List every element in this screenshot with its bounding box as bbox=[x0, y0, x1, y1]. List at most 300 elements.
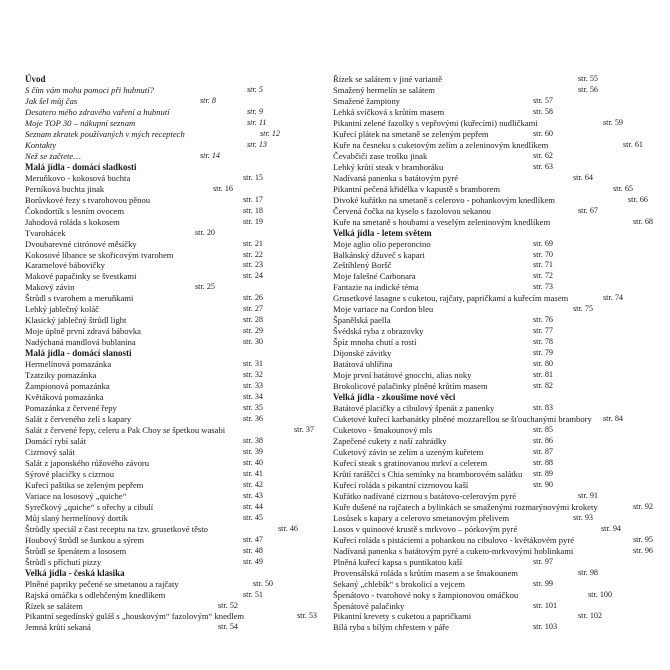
toc-entry bbox=[333, 326, 653, 337]
toc-entry-title: Smažený hermelín se salátem bbox=[333, 84, 435, 95]
toc-entry bbox=[333, 151, 653, 162]
toc-entry bbox=[25, 260, 325, 271]
toc-page-number: str. 24 bbox=[243, 271, 264, 281]
toc-page-number: str. 98 bbox=[578, 567, 599, 577]
toc-page-number: str. 61 bbox=[623, 139, 644, 149]
toc-entry-title: Kokosové líbance se skořicovým tvarohem bbox=[25, 249, 174, 260]
toc-entry bbox=[333, 535, 653, 546]
toc-page-number: str. 77 bbox=[533, 326, 554, 336]
toc-entry bbox=[25, 535, 325, 546]
toc-entry bbox=[25, 447, 325, 458]
toc-entry bbox=[25, 436, 325, 447]
toc-page-number: str. 18 bbox=[243, 205, 264, 215]
toc-page-number: str. 89 bbox=[533, 468, 554, 478]
toc-entry bbox=[333, 546, 653, 557]
toc-entry bbox=[333, 480, 653, 491]
toc-page-number: str. 60 bbox=[533, 128, 554, 138]
toc-entry bbox=[333, 447, 653, 458]
toc-entry-title: Moje první batátové gnocchi, alias noky bbox=[333, 370, 472, 381]
toc-entry bbox=[25, 271, 325, 282]
toc-entry-title: Čevabčiči zase trošku jinak bbox=[333, 150, 428, 161]
toc-entry bbox=[333, 557, 653, 568]
toc-entry-title: Krůtí raráščci s Chia semínky na bramborovém salátku bbox=[333, 468, 523, 479]
toc-entry bbox=[333, 348, 653, 359]
toc-entry bbox=[25, 96, 325, 107]
toc-page-number: str. 69 bbox=[533, 238, 554, 248]
toc-entry bbox=[333, 184, 653, 195]
toc-page-number: str. 15 bbox=[243, 172, 264, 182]
toc-entry-title: Grusetkové lasagne s cuketou, rajčaty, papričkami a kuřecím masem bbox=[333, 293, 569, 304]
toc-page-number: str. 66 bbox=[628, 194, 649, 204]
toc-entry-title: Zeštíhlený Boršč bbox=[333, 260, 392, 271]
toc-page-number: str. 5 bbox=[247, 84, 263, 94]
toc-entry bbox=[25, 195, 325, 206]
toc-page-number: str. 44 bbox=[243, 501, 264, 511]
toc-entry bbox=[25, 140, 325, 151]
toc-section-heading bbox=[25, 162, 325, 173]
toc-page-number: str. 51 bbox=[243, 589, 264, 599]
toc-section-heading bbox=[25, 568, 325, 579]
toc-page-number: str. 11 bbox=[247, 117, 267, 127]
toc-entry-title: Divoké kuřátko na smetaně s celerovo - pohankovým knedlíkem bbox=[333, 194, 555, 205]
toc-page-number: str. 23 bbox=[243, 260, 264, 270]
toc-entry bbox=[333, 622, 653, 633]
toc-page-number: str. 58 bbox=[533, 106, 554, 116]
toc-entry-title: Moje TOP 30 – nákupní seznam bbox=[25, 117, 136, 128]
toc-page-number: str. 45 bbox=[243, 512, 264, 522]
toc-entry-title: Nadýchaná mandlová bublanina bbox=[25, 337, 136, 348]
toc-entry-title: Řízek se salátem v jiné variantě bbox=[333, 74, 443, 84]
toc-entry bbox=[333, 524, 653, 535]
toc-entry bbox=[25, 524, 325, 535]
toc-entry bbox=[333, 140, 653, 151]
toc-entry-title: Jak šel můj čas bbox=[25, 95, 78, 106]
toc-entry-title: Květáková pomazánka bbox=[25, 392, 104, 403]
toc-page-number: str. 85 bbox=[533, 425, 554, 434]
toc-page-number: str. 30 bbox=[243, 337, 264, 347]
toc-entry-title: Španělská paella bbox=[333, 315, 391, 326]
toc-entry-title: Štrůdl s tvarohem a meruňkami bbox=[25, 293, 134, 304]
toc-page-number: str. 50 bbox=[253, 578, 274, 588]
toc-entry bbox=[25, 217, 325, 228]
toc-entry bbox=[25, 206, 325, 217]
toc-page-number: str. 62 bbox=[533, 150, 554, 160]
toc-entry bbox=[25, 601, 325, 612]
toc-entry bbox=[25, 513, 325, 524]
toc-entry bbox=[333, 173, 653, 184]
toc-entry-title: Štrůdly speciál z čast receptu na tzv. grusetkové těsto bbox=[25, 523, 208, 534]
toc-entry bbox=[333, 206, 653, 217]
toc-entry bbox=[333, 590, 653, 601]
toc-entry-title: Kuře dušené na rajčatech a bylinkách se smaženými rozmarýnovými krokety bbox=[333, 501, 598, 512]
toc-entry-title: Úvod bbox=[25, 74, 46, 84]
toc-entry-title: Velká jídla - zkoušíme nové věci bbox=[333, 392, 456, 403]
toc-page-number: str. 94 bbox=[601, 523, 622, 533]
toc-entry-title: Salát z červené řepy, celeru a Pak Choy se špetkou wasabi bbox=[25, 425, 226, 435]
toc-entry bbox=[25, 228, 325, 239]
toc-entry bbox=[25, 151, 325, 162]
toc-entry-title: Kuřecí plátek na smetaně se zeleným pepřem bbox=[333, 128, 489, 139]
toc-entry bbox=[25, 239, 325, 250]
toc-entry bbox=[333, 250, 653, 261]
toc-page-number: str. 91 bbox=[578, 490, 599, 500]
toc-entry-title: Špenátovo - tvarohové noky s žampionovou omáčkou bbox=[333, 589, 519, 600]
toc-page-number: str. 49 bbox=[243, 556, 264, 566]
toc-entry bbox=[333, 195, 653, 206]
toc-entry bbox=[333, 217, 653, 228]
toc-page-number: str. 95 bbox=[633, 534, 654, 544]
toc-entry bbox=[333, 337, 653, 348]
toc-page-number: str. 87 bbox=[533, 446, 554, 456]
toc-page-number: str. 93 bbox=[573, 512, 594, 522]
toc-entry-title: Žampionová pomazánka bbox=[25, 381, 110, 392]
toc-entry-title: Cizrnový salát bbox=[25, 446, 75, 457]
toc-page-number: str. 21 bbox=[243, 238, 264, 248]
toc-page-number: str. 39 bbox=[243, 446, 264, 456]
toc-entry bbox=[333, 271, 653, 282]
toc-entry bbox=[25, 502, 325, 513]
toc-entry-title: Sekaný „chlebík“ s brokolicí a vejcem bbox=[333, 578, 465, 589]
toc-page-number: str. 32 bbox=[243, 370, 264, 380]
toc-entry-title: Kuřecí steak s gratinovanou mrkví a celerem bbox=[333, 457, 488, 468]
toc-page-number: str. 9 bbox=[247, 106, 263, 116]
toc-page-number: str. 99 bbox=[533, 578, 554, 588]
toc-page-number: str. 33 bbox=[243, 381, 264, 391]
toc-entry-title: Makový závin bbox=[25, 282, 75, 293]
toc-entry bbox=[25, 458, 325, 469]
toc-page-number: str. 63 bbox=[533, 161, 554, 171]
toc-page-number: str. 20 bbox=[195, 227, 216, 237]
toc-entry bbox=[25, 107, 325, 118]
toc-section-heading bbox=[333, 392, 653, 403]
toc-entry bbox=[25, 611, 325, 622]
toc-page-number: str. 70 bbox=[533, 249, 554, 259]
toc-entry bbox=[333, 601, 653, 612]
toc-entry bbox=[333, 611, 653, 622]
toc-entry bbox=[333, 107, 653, 118]
toc-entry bbox=[333, 282, 653, 293]
toc-entry-title: Seznam zkratek používaných v mých receptech bbox=[25, 128, 185, 139]
toc-entry-title: S čím vám mohu pomoci při hubnutí? bbox=[25, 84, 154, 95]
toc-entry-title: Špenátové palačinky bbox=[333, 600, 405, 611]
toc-entry bbox=[25, 403, 325, 414]
toc-entry bbox=[25, 337, 325, 348]
toc-section-heading bbox=[333, 228, 653, 239]
toc-entry-title: Plněná kuřecí kapsa s puntikatou kaší bbox=[333, 556, 463, 567]
toc-entry bbox=[25, 173, 325, 184]
toc-entry-title: Špíz mnoha chutí a rostí bbox=[333, 337, 417, 348]
toc-entry bbox=[25, 469, 325, 480]
toc-entry-title: Štrůdl se špenátem a lososem bbox=[25, 545, 127, 556]
toc-entry bbox=[333, 403, 653, 414]
toc-page-number: str. 46 bbox=[278, 523, 299, 533]
toc-entry-title: Kuřátko nadívané cizrnou s batátovo-celerovým pyré bbox=[333, 490, 517, 501]
toc-entry-title: Provensálská roláda s krůtím masem a se šmakounem bbox=[333, 567, 518, 578]
toc-entry bbox=[333, 579, 653, 590]
toc-entry bbox=[25, 359, 325, 370]
toc-page-number: str. 59 bbox=[603, 117, 624, 127]
toc-page-number: str. 92 bbox=[633, 501, 654, 511]
toc-entry-title: Zapečené cukety z naší zahrádky bbox=[333, 435, 447, 446]
toc-entry-title: Jahodová roláda s kokosem bbox=[25, 216, 120, 227]
toc-page-number: str. 72 bbox=[533, 271, 554, 281]
toc-entry bbox=[333, 436, 653, 447]
toc-page-number: str. 53 bbox=[297, 611, 318, 621]
toc-page-number: str. 27 bbox=[243, 304, 264, 314]
toc-entry-title: Houbový štrůdl se šunkou a sýrem bbox=[25, 534, 145, 545]
toc-entry-title: Variace na lososový „quiche“ bbox=[25, 490, 127, 501]
toc-entry-title: Salát z japonského růžového závoru bbox=[25, 457, 150, 468]
toc-page-number: str. 83 bbox=[533, 403, 554, 413]
toc-section-heading bbox=[25, 348, 325, 359]
toc-entry-title: Tvarohácek bbox=[25, 227, 66, 238]
toc-entry bbox=[333, 568, 653, 579]
toc-entry-title: Dijonské závitky bbox=[333, 348, 392, 359]
toc-page-number: str. 82 bbox=[533, 381, 554, 391]
toc-entry bbox=[333, 96, 653, 107]
toc-entry-title: Můj slaný hermelínový dortík bbox=[25, 512, 128, 523]
toc-entry-title: Lehký krůtí steak v bramboráku bbox=[333, 161, 444, 172]
toc-entry-title: Syrečkový „quiche“ s ořechy a cibulí bbox=[25, 501, 154, 512]
toc-entry bbox=[25, 129, 325, 140]
toc-page-number: str. 68 bbox=[633, 216, 654, 226]
toc-page-number: str. 8 bbox=[200, 95, 216, 105]
toc-entry bbox=[25, 414, 325, 425]
toc-entry bbox=[25, 85, 325, 96]
toc-page-number: str. 100 bbox=[588, 589, 613, 599]
toc-entry-title: Nadívaná panenka s batátovým pyré bbox=[333, 172, 459, 183]
toc-entry bbox=[25, 304, 325, 315]
toc-entry bbox=[333, 293, 653, 304]
toc-entry-title: Borůvkové řezy s tvarohovou pěnou bbox=[25, 194, 151, 205]
toc-entry-title: Cuketový závin se zelím a uzeným kuřetem bbox=[333, 446, 484, 457]
toc-entry bbox=[333, 513, 653, 524]
toc-entry-title: Salát z červeného zelí s kapary bbox=[25, 414, 132, 425]
toc-page-number: str. 75 bbox=[573, 304, 594, 314]
toc-entry-title: Pomazánka z červené řepy bbox=[25, 403, 117, 414]
toc-page-number: str. 36 bbox=[243, 414, 264, 424]
toc-entry-title: Balkánský džuveč s kapari bbox=[333, 249, 425, 260]
toc-entry-title: Než se začtete… bbox=[25, 150, 81, 161]
toc-entry bbox=[333, 414, 653, 425]
toc-page-number: str. 65 bbox=[613, 183, 634, 193]
toc-entry-title: Švédská ryba z obrazovky bbox=[333, 326, 424, 337]
toc-page-number: str. 48 bbox=[243, 545, 264, 555]
toc-page-number: str. 97 bbox=[533, 556, 554, 566]
toc-entry-title: Smažené žampiony bbox=[333, 95, 401, 106]
toc-entry-title: Pikantní segedínský guláš s „houskovým“ fazolovým“ knedlem bbox=[25, 611, 245, 622]
toc-entry bbox=[25, 293, 325, 304]
toc-entry-title: Tzatziky pomazánka bbox=[25, 370, 97, 381]
toc-entry-title: Makové papačinky se švestkami bbox=[25, 271, 137, 282]
toc-entry-title: Bílá ryba s bílým chřestem v páře bbox=[333, 622, 449, 633]
toc-entry-title: Lehká svíčková s krůtím masem bbox=[333, 106, 445, 117]
toc-entry bbox=[25, 491, 325, 502]
toc-page-number: str. 80 bbox=[533, 359, 554, 369]
toc-entry bbox=[333, 370, 653, 381]
toc-entry-title: Rajská omáčka s odlehčeným knedlíkem bbox=[25, 589, 166, 600]
toc-entry bbox=[333, 74, 653, 85]
toc-page-number: str. 41 bbox=[243, 468, 264, 478]
toc-entry-title: Kuře na smetaně s houbami a veselým zeleninovým knedlíkem bbox=[333, 216, 551, 227]
toc-entry-title: Dvoubarevné citrónové měsíčky bbox=[25, 238, 137, 249]
toc-page-number: str. 74 bbox=[603, 293, 624, 303]
toc-entry bbox=[25, 282, 325, 293]
toc-entry-title: Velká jídla - letem světem bbox=[333, 227, 432, 238]
toc-entry-title: Plněné papriky pečené se smetanou a rajčaty bbox=[25, 578, 179, 589]
toc-left-column bbox=[25, 74, 325, 633]
toc-entry-title: Kontakty bbox=[25, 139, 57, 150]
toc-entry-title: Malá jídla - domácí sladkosti bbox=[25, 161, 137, 172]
toc-entry-title: Kuře na česneku s cuketovým zelím a zeleninovým knedlíkem bbox=[333, 139, 549, 150]
toc-entry bbox=[333, 458, 653, 469]
toc-entry-title: Moje úplně první zdravá bábovka bbox=[25, 326, 141, 337]
toc-page-number: str. 34 bbox=[243, 392, 264, 402]
toc-page-number: str. 90 bbox=[533, 479, 554, 489]
toc-page-number: str. 35 bbox=[243, 403, 264, 413]
toc-entry-title: Batátové placičky a cibulový špenát z panenky bbox=[333, 403, 495, 414]
toc-entry-title: Čokodortík s lesním ovocem bbox=[25, 205, 125, 216]
toc-page-number: str. 22 bbox=[243, 249, 264, 259]
toc-entry bbox=[25, 118, 325, 129]
toc-entry bbox=[25, 381, 325, 392]
toc-entry bbox=[333, 469, 653, 480]
toc-entry-title: Hermelínová pomazánka bbox=[25, 359, 112, 370]
toc-entry-title: Sýrové placičky s cizrnou bbox=[25, 468, 115, 479]
toc-entry bbox=[25, 184, 325, 195]
toc-entry-title: Cuketovo - šmakounový mls bbox=[333, 425, 433, 435]
toc-entry bbox=[333, 381, 653, 392]
toc-entry bbox=[25, 579, 325, 590]
toc-entry-title: Jemná krůtí sekaná bbox=[25, 622, 91, 633]
toc-page-number: str. 26 bbox=[243, 293, 264, 303]
toc-entry-title: Řízek se salátem bbox=[25, 600, 83, 611]
toc-entry-title: Pikantní krevety s cuketou a papričkami bbox=[333, 611, 472, 622]
toc-section-heading bbox=[25, 74, 325, 85]
toc-page-number: str. 79 bbox=[533, 348, 554, 358]
toc-entry bbox=[25, 370, 325, 381]
toc-page-number: str. 28 bbox=[243, 315, 264, 325]
toc-entry-title: Kuřecí roláda s pikantní cizrnovou kaší bbox=[333, 479, 469, 490]
toc-page-number: str. 37 bbox=[294, 425, 315, 434]
toc-entry bbox=[25, 392, 325, 403]
toc-entry-title: Fantazie na indické téma bbox=[333, 282, 419, 293]
toc-entry bbox=[25, 315, 325, 326]
toc-entry-title: Moje aglio olio peperoncino bbox=[333, 238, 431, 249]
toc-entry-title: Klasický jablečný štrůdl light bbox=[25, 315, 127, 326]
toc-page-number: str. 86 bbox=[533, 435, 554, 445]
toc-entry bbox=[333, 425, 653, 436]
toc-entry-title: Moje falešné Carbonara bbox=[333, 271, 416, 282]
toc-entry bbox=[333, 162, 653, 173]
toc-entry-title: Cuketové kuřecí karbanátky plněné mozzarellou se šťouchanými brambory bbox=[333, 414, 592, 425]
toc-page-number: str. 96 bbox=[633, 545, 654, 555]
toc-page-number: str. 57 bbox=[533, 95, 554, 105]
toc-entry-title: Štrůdl s příchutí pizzy bbox=[25, 556, 102, 567]
toc-right-column bbox=[333, 74, 653, 633]
toc-page-number: str. 17 bbox=[243, 194, 264, 204]
toc-entry bbox=[333, 502, 653, 513]
toc-entry bbox=[333, 315, 653, 326]
toc-page-number: str. 81 bbox=[533, 370, 554, 380]
toc-entry-title: Červená čočka na kyselo s fazolovou sekanou bbox=[333, 205, 491, 216]
toc-entry-title: Brokolicové palačinky plněné krůtím masem bbox=[333, 381, 488, 392]
toc-entry bbox=[333, 118, 653, 129]
toc-entry-title: Kuřecí roláda s pistáciemi a pohankou na cibulovo - květákovém pyré bbox=[333, 534, 575, 545]
toc-entry-title: Velká jídla - česká klasika bbox=[25, 567, 125, 578]
toc-entry-title: Karamelové bábovičky bbox=[25, 260, 105, 271]
toc-entry-title: Batátová uhlířina bbox=[333, 359, 393, 370]
toc-entry-title: Meruňkovo - kokosová buchta bbox=[25, 172, 131, 183]
toc-page-number: str. 76 bbox=[533, 315, 554, 325]
toc-page-number: str. 71 bbox=[533, 260, 554, 270]
toc-entry bbox=[25, 590, 325, 601]
toc-entry-title: Kuřecí paštika se zeleným pepřem bbox=[25, 479, 144, 490]
toc-page-number: str. 55 bbox=[578, 74, 599, 83]
toc-entry bbox=[333, 304, 653, 315]
toc-entry bbox=[333, 260, 653, 271]
toc-entry bbox=[25, 326, 325, 337]
toc-page-number: str. 103 bbox=[533, 622, 558, 632]
toc-page-number: str. 88 bbox=[533, 457, 554, 467]
toc-entry bbox=[333, 359, 653, 370]
toc-page-number: str. 64 bbox=[573, 172, 594, 182]
toc-entry bbox=[25, 425, 325, 436]
toc-page-number: str. 25 bbox=[195, 282, 216, 292]
toc-entry-title: Moje variace na Cordon bleu bbox=[333, 304, 434, 315]
toc-entry bbox=[333, 129, 653, 140]
toc-entry-title: Nadívaná panenka s batátovým pyré a cuketo-mrkvovými hoblinkami bbox=[333, 545, 574, 556]
toc-page-number: str. 101 bbox=[533, 600, 558, 610]
toc-page-number: str. 31 bbox=[243, 359, 264, 369]
toc-page-number: str. 14 bbox=[200, 150, 221, 160]
toc-entry-title: Losos v quinoové krustě s mrkvovo – pórkovým pyré bbox=[333, 523, 518, 534]
toc-page-number: str. 47 bbox=[243, 534, 264, 544]
toc-entry-title: Lehký jablečný koláč bbox=[25, 304, 99, 315]
toc-page-number: str. 29 bbox=[243, 326, 264, 336]
toc-page-number: str. 73 bbox=[533, 282, 554, 292]
toc-entry bbox=[333, 491, 653, 502]
toc-page-number: str. 38 bbox=[243, 435, 264, 445]
toc-page-number: str. 13 bbox=[247, 139, 268, 149]
toc-page-number: str. 16 bbox=[213, 183, 234, 193]
toc-entry-title: Pikantní zelené fazolky s vepřovými (kuřecími) nudličkami bbox=[333, 117, 538, 128]
toc-entry bbox=[25, 557, 325, 568]
toc-entry-title: Pikantní pečená křidélka v kapustě s bramborem bbox=[333, 183, 501, 194]
toc-page-number: str. 54 bbox=[218, 622, 239, 632]
toc-entry bbox=[25, 250, 325, 261]
toc-entry bbox=[333, 85, 653, 96]
toc-entry-title: Losůsek s kapary a celerovo smetanovým přelivem bbox=[333, 512, 510, 523]
toc-page-number: str. 67 bbox=[578, 205, 599, 215]
toc-entry-title: Desatero mého zdravého vaření a hubnutí bbox=[25, 106, 170, 117]
toc-page-number: str. 102 bbox=[578, 611, 603, 621]
toc-entry-title: Domácí rybí salát bbox=[25, 435, 87, 446]
toc-page-number: str. 84 bbox=[603, 414, 624, 424]
toc-page-number: str. 19 bbox=[243, 216, 264, 226]
toc-page-number: str. 43 bbox=[243, 490, 264, 500]
toc-page-number: str. 12 bbox=[260, 128, 281, 138]
toc-entry bbox=[25, 480, 325, 491]
toc-entry-title: Perníková buchta jinak bbox=[25, 183, 105, 194]
toc-page-number: str. 42 bbox=[243, 479, 264, 489]
toc-entry bbox=[25, 546, 325, 557]
toc-entry-title: Malá jídla - domácí slanosti bbox=[25, 348, 132, 359]
toc-page-number: str. 56 bbox=[578, 84, 599, 94]
toc-entry bbox=[333, 239, 653, 250]
toc-entry bbox=[25, 622, 325, 633]
toc-page-number: str. 40 bbox=[243, 457, 264, 467]
